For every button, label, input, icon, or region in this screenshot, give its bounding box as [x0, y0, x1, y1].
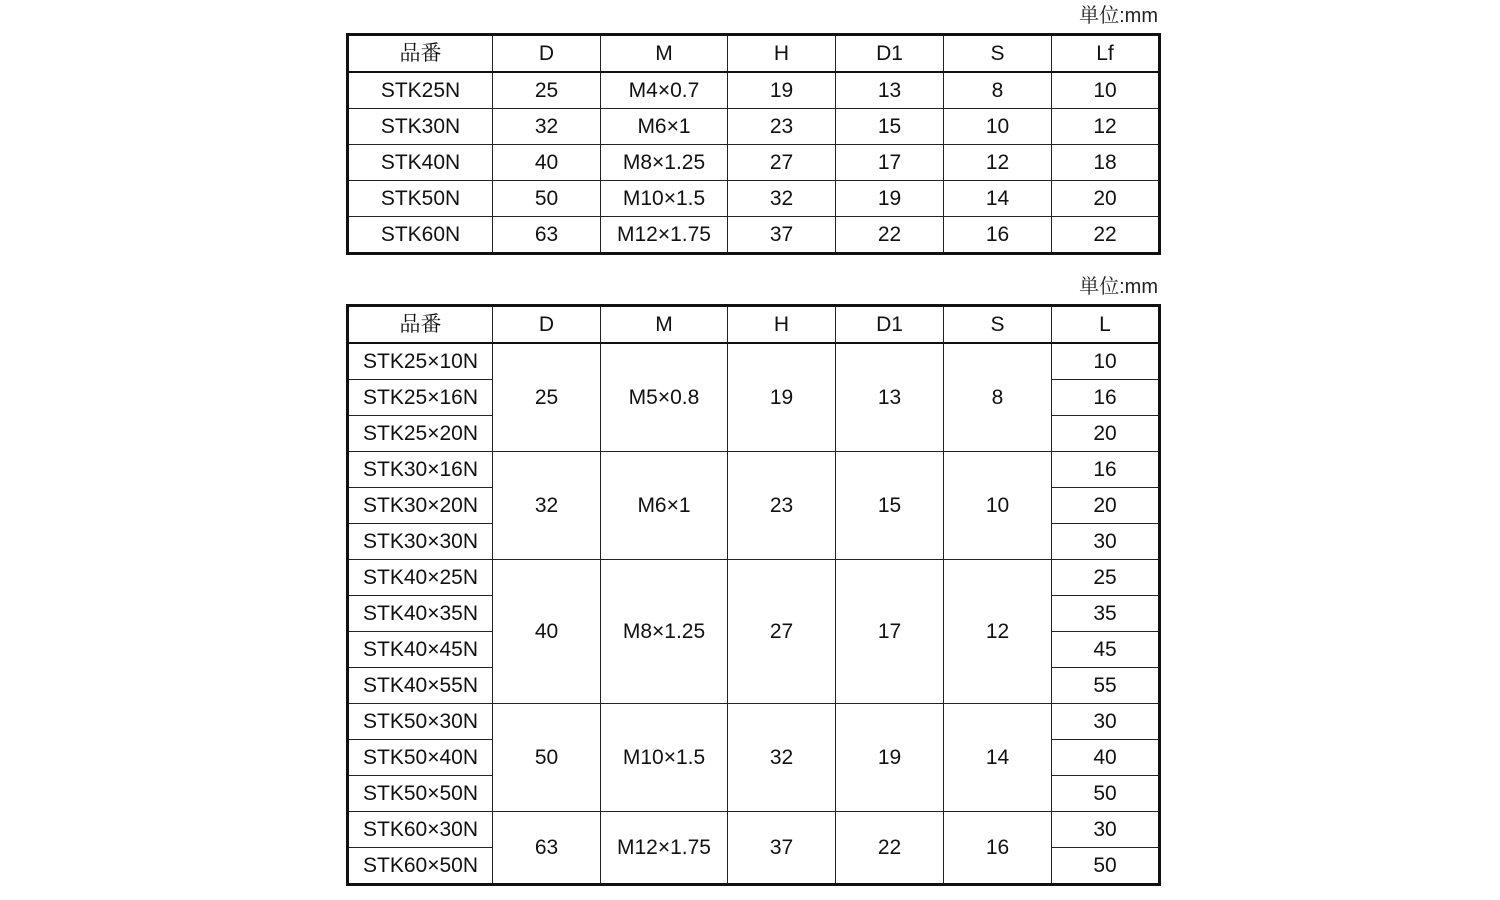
cell-h: 27: [728, 560, 836, 704]
cell-d1: 17: [836, 560, 944, 704]
table-row: [348, 812, 1160, 848]
header-s: S: [944, 306, 1052, 344]
cell-d1: 19: [836, 181, 944, 217]
header-h: H: [728, 306, 836, 344]
cell-lf: 20: [1052, 181, 1160, 217]
cell-s: 10: [944, 452, 1052, 560]
cell-h: 23: [728, 452, 836, 560]
cell-h: 37: [728, 217, 836, 254]
header-d1: D1: [836, 306, 944, 344]
cell-lf: 18: [1052, 145, 1160, 181]
cell-part-number: STK30×20N: [348, 488, 493, 524]
header-h: H: [728, 35, 836, 73]
cell-part-number: STK50×30N: [348, 704, 493, 740]
cell-h: 32: [728, 181, 836, 217]
cell-h: 23: [728, 109, 836, 145]
cell-l: 20: [1052, 416, 1160, 452]
cell-s: 12: [944, 560, 1052, 704]
unit-label-table1: 単位:mm: [1079, 5, 1158, 27]
cell-part-number: STK40N: [348, 145, 493, 181]
cell-part-number: STK30×16N: [348, 452, 493, 488]
spec-table-fixed-length: [346, 33, 1161, 255]
cell-part-number: STK40×35N: [348, 596, 493, 632]
cell-m: M6×1: [601, 452, 728, 560]
cell-m: M6×1: [601, 109, 728, 145]
header-lf: Lf: [1052, 35, 1160, 73]
table-row: [348, 109, 1160, 145]
table-row: [348, 704, 1160, 740]
cell-l: 16: [1052, 452, 1160, 488]
cell-h: 37: [728, 812, 836, 885]
cell-l: 50: [1052, 848, 1160, 885]
cell-h: 27: [728, 145, 836, 181]
cell-l: 30: [1052, 704, 1160, 740]
cell-h: 19: [728, 343, 836, 452]
cell-d: 40: [493, 145, 601, 181]
header-row: [348, 306, 1160, 344]
cell-l: 30: [1052, 524, 1160, 560]
unit-label-table2: 単位:mm: [1079, 276, 1158, 298]
cell-d1: 13: [836, 343, 944, 452]
table-row: [348, 72, 1160, 109]
cell-l: 20: [1052, 488, 1160, 524]
cell-part-number: STK40×25N: [348, 560, 493, 596]
header-part-number: 品番: [348, 35, 493, 73]
cell-l: 25: [1052, 560, 1160, 596]
cell-s: 8: [944, 72, 1052, 109]
cell-d1: 15: [836, 452, 944, 560]
cell-s: 16: [944, 812, 1052, 885]
header-s: S: [944, 35, 1052, 73]
header-d1: D1: [836, 35, 944, 73]
cell-l: 50: [1052, 776, 1160, 812]
table-row: [348, 343, 1160, 380]
cell-part-number: STK25×10N: [348, 343, 493, 380]
table-row: [348, 145, 1160, 181]
spec-table-by-length: [346, 304, 1161, 886]
cell-l: 16: [1052, 380, 1160, 416]
cell-l: 30: [1052, 812, 1160, 848]
cell-h: 32: [728, 704, 836, 812]
cell-d: 25: [493, 343, 601, 452]
cell-d1: 22: [836, 217, 944, 254]
header-d: D: [493, 35, 601, 73]
cell-part-number: STK50×50N: [348, 776, 493, 812]
cell-s: 14: [944, 704, 1052, 812]
cell-d1: 19: [836, 704, 944, 812]
table-row: [348, 217, 1160, 254]
header-l: L: [1052, 306, 1160, 344]
cell-m: M8×1.25: [601, 145, 728, 181]
cell-l: 35: [1052, 596, 1160, 632]
table-row: [348, 452, 1160, 488]
cell-l: 40: [1052, 740, 1160, 776]
cell-s: 16: [944, 217, 1052, 254]
cell-d: 32: [493, 452, 601, 560]
cell-m: M12×1.75: [601, 812, 728, 885]
header-m: M: [601, 35, 728, 73]
cell-part-number: STK50×40N: [348, 740, 493, 776]
cell-lf: 10: [1052, 72, 1160, 109]
cell-d: 50: [493, 181, 601, 217]
cell-d: 40: [493, 560, 601, 704]
table-row: [348, 560, 1160, 596]
cell-part-number: STK60×50N: [348, 848, 493, 885]
cell-l: 55: [1052, 668, 1160, 704]
cell-l: 45: [1052, 632, 1160, 668]
cell-m: M8×1.25: [601, 560, 728, 704]
cell-part-number: STK60N: [348, 217, 493, 254]
cell-part-number: STK50N: [348, 181, 493, 217]
cell-h: 19: [728, 72, 836, 109]
cell-d1: 13: [836, 72, 944, 109]
header-m: M: [601, 306, 728, 344]
cell-d1: 22: [836, 812, 944, 885]
cell-d1: 17: [836, 145, 944, 181]
cell-part-number: STK25×20N: [348, 416, 493, 452]
cell-d: 32: [493, 109, 601, 145]
header-row: [348, 35, 1160, 73]
cell-m: M4×0.7: [601, 72, 728, 109]
cell-s: 12: [944, 145, 1052, 181]
cell-part-number: STK40×45N: [348, 632, 493, 668]
cell-lf: 22: [1052, 217, 1160, 254]
cell-part-number: STK25N: [348, 72, 493, 109]
cell-d: 50: [493, 704, 601, 812]
cell-d1: 15: [836, 109, 944, 145]
cell-part-number: STK60×30N: [348, 812, 493, 848]
cell-s: 14: [944, 181, 1052, 217]
cell-part-number: STK30×30N: [348, 524, 493, 560]
cell-s: 8: [944, 343, 1052, 452]
cell-d: 63: [493, 812, 601, 885]
cell-m: M10×1.5: [601, 704, 728, 812]
header-d: D: [493, 306, 601, 344]
cell-s: 10: [944, 109, 1052, 145]
cell-d: 25: [493, 72, 601, 109]
cell-lf: 12: [1052, 109, 1160, 145]
cell-m: M12×1.75: [601, 217, 728, 254]
cell-m: M5×0.8: [601, 343, 728, 452]
cell-part-number: STK25×16N: [348, 380, 493, 416]
cell-part-number: STK40×55N: [348, 668, 493, 704]
cell-part-number: STK30N: [348, 109, 493, 145]
cell-l: 10: [1052, 343, 1160, 380]
cell-m: M10×1.5: [601, 181, 728, 217]
table-row: [348, 181, 1160, 217]
header-part-number: 品番: [348, 306, 493, 344]
cell-d: 63: [493, 217, 601, 254]
